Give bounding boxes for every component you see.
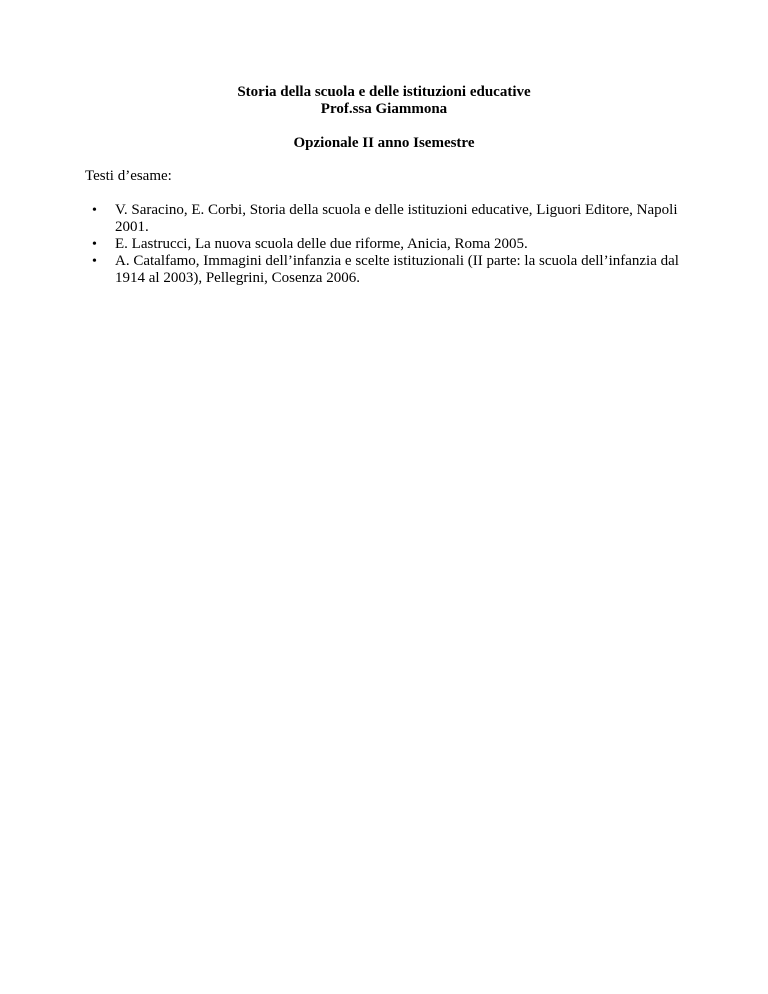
reference-text: V. Saracino, E. Corbi, Storia della scuola e delle istituzioni educative, Liguori Editore, Napoli 2001. bbox=[115, 202, 678, 235]
course-subtitle: Opzionale II anno Isemestre bbox=[293, 135, 475, 151]
reference-text: E. Lastrucci, La nuova scuola delle due riforme, Anicia, Roma 2005. bbox=[115, 236, 528, 252]
list-item bbox=[85, 253, 695, 287]
professor-name: Prof.ssa Giammona bbox=[320, 101, 448, 117]
bullet-icon: • bbox=[92, 254, 97, 269]
document-title bbox=[0, 84, 768, 118]
exam-texts-label: Testi d’esame: bbox=[85, 168, 172, 184]
bullet-icon: • bbox=[92, 203, 97, 218]
bullet-icon: • bbox=[92, 237, 97, 252]
list-item bbox=[85, 202, 695, 236]
reference-list bbox=[85, 202, 695, 287]
reference-text: A. Catalfamo, Immagini dell’infanzia e scelte istituzionali (II parte: la scuola dell’infanzia dal 1914 al 2003), Pellegrini, Cosenza 2006. bbox=[115, 253, 679, 286]
course-title: Storia della scuola e delle istituzioni educative bbox=[237, 84, 531, 100]
list-item bbox=[85, 236, 695, 253]
